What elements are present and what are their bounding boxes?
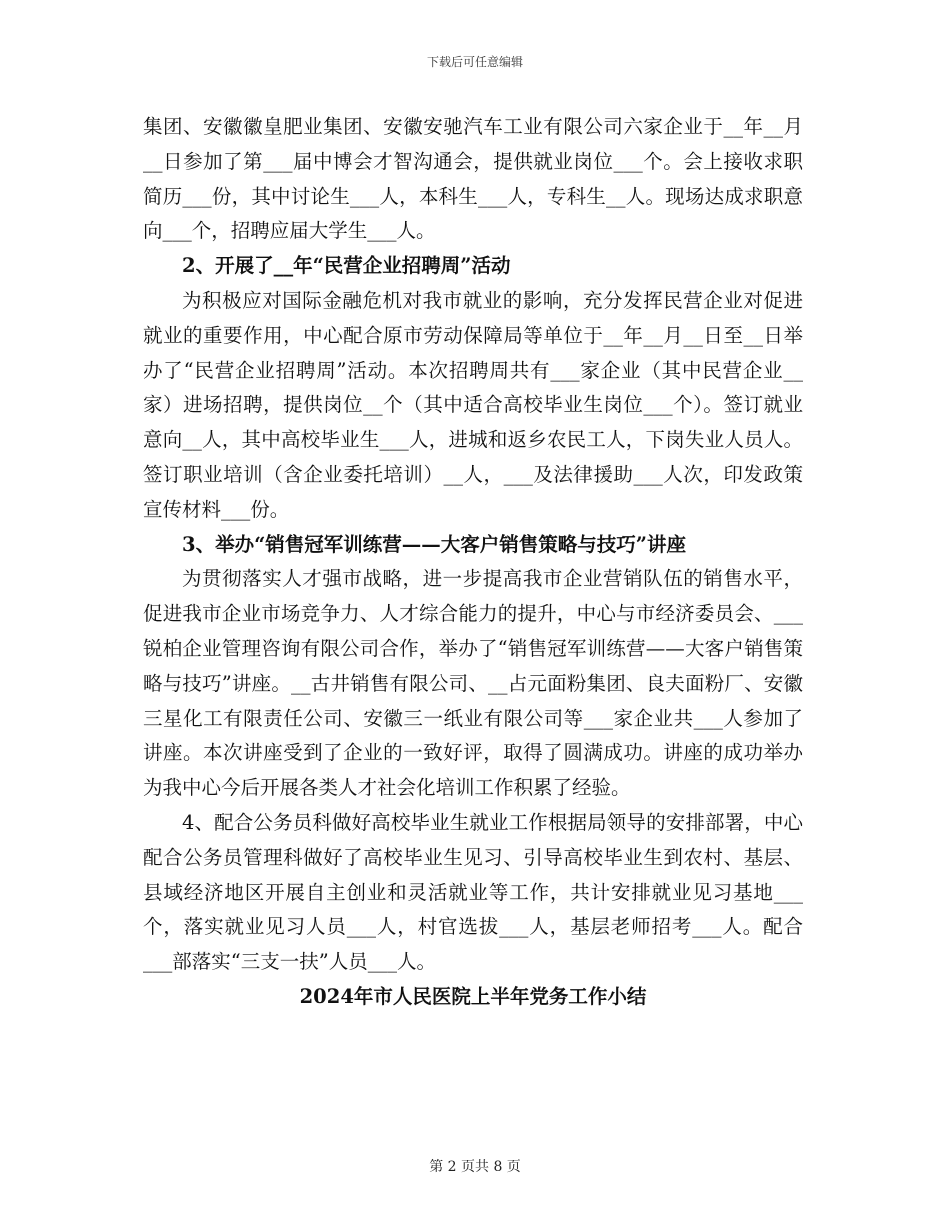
paragraph-sales-lecture: 为贯彻落实人才强市战略，进一步提高我市企业营销队伍的销售水平，促进我市企业市场竞争力、人才综合能力的提升，中心与市经济委员会、___锐柏企业管理咨询有限公司合作，举办了“销售冠军训练营——大客户销售策略与技巧”讲座。__古井销售有限公司、__占元面粉集团、良夫面粉厂、安徽三星化工有限责任公司、安徽三一纸业有限公司等___家企业共___人参加了讲座。本次讲座受到了企业的一致好评，取得了圆满成功。讲座的成功举办为我中心今后开展各类人才社会化培训工作积累了经验。 [143,567,803,800]
paragraph-graduate-employment: 4、配合公务员科做好高校毕业生就业工作根据局领导的安排部署，中心配合公务员管理科做好了高校毕业生见习、引导高校毕业生到农村、基层、县域经济地区开展自主创业和灵活就业等工作，共计安排就业见习基地___个，落实就业见习人员___人，村官选拔___人，基层老师招考___人。配合___部落实“三支一扶”人员___人。 [143,810,803,974]
page-footer: 第 2 页共 8 页 [429,1159,521,1175]
document-title: 2024年市人民医院上半年党务工作小结 [299,984,647,1008]
page-header: 下载后可任意编辑 [426,55,523,69]
section-heading-sales-lecture: 3、举办“销售冠军训练营——大客户销售策略与技巧”讲座 [182,532,687,556]
paragraph-enterprises: 集团、安徽徽皇肥业集团、安徽安驰汽车工业有限公司六家企业于__年__月__日参加了第___届中博会才智沟通会，提供就业岗位___个。会上接收求职简历___份，其中讨论生___人，本科生___人，专科生__人。现场达成求职意向___个，招聘应届大学生___人。 [143,115,803,243]
paragraph-recruitment-week: 为积极应对国际金融危机对我市就业的影响，充分发挥民营企业对促进就业的重要作用，中心配合原市劳动保障局等单位于__年__月__日至__日举办了“民营企业招聘周”活动。本次招聘周共有___家企业（其中民营企业__家）进场招聘，提供岗位__个（其中适合高校毕业生岗位___个）。签订就业意向__人，其中高校毕业生___人，进城和返乡农民工人，下岗失业人员人。签订职业培训（含企业委托培训）__人，___及法律援助___人次，印发政策宣传材料___份。 [143,288,803,521]
document-body [143,110,803,1015]
section-heading-recruitment-week: 2、开展了__年“民营企业招聘周”活动 [182,254,511,278]
